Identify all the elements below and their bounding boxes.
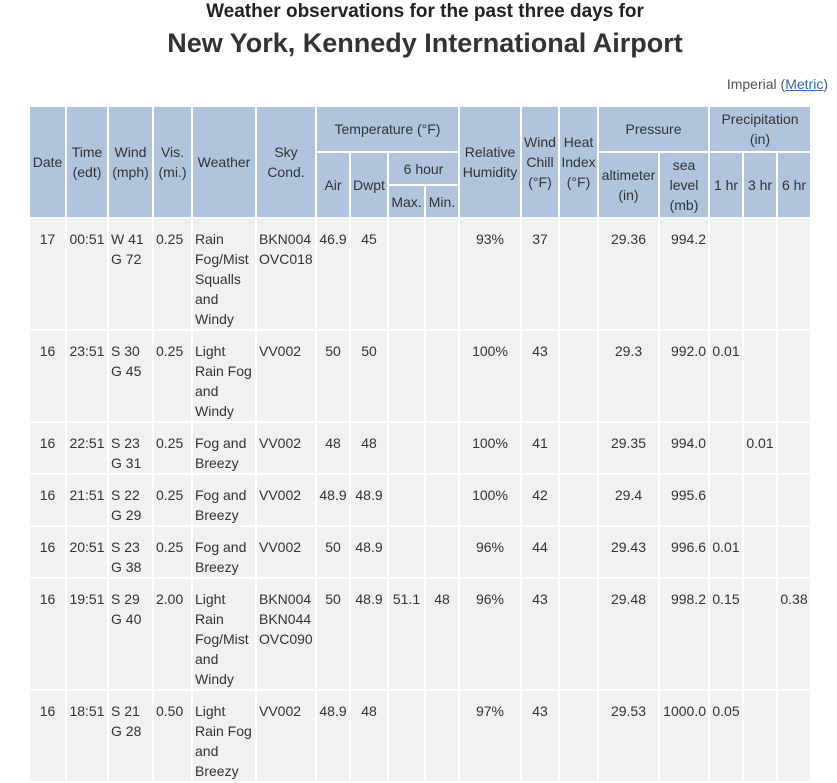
col-temp-max: Max. [389,186,424,217]
col-wind: Wind (mph) [109,107,152,217]
date-cell: 16 [30,691,65,781]
min-cell [426,219,458,329]
sky-cell: BKN004 BKN044 OVC090 [257,579,315,689]
col-temp-min: Min. [426,186,458,217]
weather-cell: Fog and Breezy [193,527,255,577]
precip-1hr-cell [710,219,742,329]
air-cell: 48.9 [317,475,349,525]
visibility-cell: 2.00 [154,579,191,689]
humidity-cell: 97% [460,691,520,781]
date-cell: 16 [30,475,65,525]
precip-6hr-cell [778,691,810,781]
visibility-cell: 0.25 [154,423,191,473]
altimeter-cell: 29.48 [599,579,658,689]
col-precip-6hr: 6 hr [778,153,810,217]
time-cell: 23:51 [67,331,107,421]
min-cell [426,423,458,473]
col-wind-chill: Wind Chill (°F) [522,107,558,217]
altimeter-cell: 29.3 [599,331,658,421]
time-cell: 19:51 [67,579,107,689]
min-cell: 48 [426,579,458,689]
air-cell: 50 [317,527,349,577]
sky-cell: VV002 [257,475,315,525]
wind-cell: S 22 G 29 [109,475,152,525]
table-row [30,331,810,421]
date-cell: 16 [30,579,65,689]
sea-level-cell: 995.6 [660,475,708,525]
altimeter-cell: 29.4 [599,475,658,525]
wind-chill-cell: 41 [522,423,558,473]
dewpoint-cell: 50 [351,331,387,421]
humidity-cell: 96% [460,579,520,689]
precip-6hr-cell [778,423,810,473]
humidity-cell: 100% [460,331,520,421]
date-cell: 16 [30,527,65,577]
heat-index-cell [560,527,597,577]
sky-cell: VV002 [257,691,315,781]
page-subtitle: Weather observations for the past three days for [206,1,644,22]
wind-cell: S 23 G 31 [109,423,152,473]
altimeter-cell: 29.36 [599,219,658,329]
wind-cell: S 21 G 28 [109,691,152,781]
max-cell [389,219,424,329]
precip-1hr-cell: 0.05 [710,691,742,781]
sea-level-cell: 994.2 [660,219,708,329]
precip-3hr-cell [744,331,776,421]
precip-6hr-cell [778,527,810,577]
weather-cell: Fog and Breezy [193,423,255,473]
precip-6hr-cell [778,219,810,329]
col-altimeter: altimeter (in) [599,153,658,217]
col-relative-humidity: Relative Humidity [460,107,520,217]
dewpoint-cell: 48.9 [351,527,387,577]
col-temperature: Temperature (°F) [317,107,458,151]
humidity-cell: 100% [460,423,520,473]
wind-chill-cell: 43 [522,691,558,781]
altimeter-cell: 29.35 [599,423,658,473]
dewpoint-cell: 48.9 [351,579,387,689]
precip-3hr-cell [744,219,776,329]
wind-cell: S 23 G 38 [109,527,152,577]
col-sea-level: sea level (mb) [660,153,708,217]
sea-level-cell: 998.2 [660,579,708,689]
weather-cell: Fog and Breezy [193,475,255,525]
max-cell [389,527,424,577]
max-cell: 51.1 [389,579,424,689]
units-prefix: Imperial ( [726,76,786,92]
sky-cell: VV002 [257,331,315,421]
min-cell [426,331,458,421]
wind-cell: S 29 G 40 [109,579,152,689]
sky-cell: VV002 [257,423,315,473]
col-pressure: Pressure [599,107,708,151]
sea-level-cell: 1000.0 [660,691,708,781]
unit-toggle [727,76,828,92]
col-six-hour: 6 hour [389,153,458,184]
min-cell [426,691,458,781]
date-cell: 16 [30,423,65,473]
metric-link[interactable]: Metric [785,76,824,92]
wind-cell: W 41 G 72 [109,219,152,329]
precip-1hr-cell: 0.01 [710,527,742,577]
precip-6hr-cell [778,475,810,525]
visibility-cell: 0.25 [154,475,191,525]
air-cell: 50 [317,331,349,421]
time-cell: 22:51 [67,423,107,473]
air-cell: 50 [317,579,349,689]
humidity-cell: 96% [460,527,520,577]
weather-cell: Light Rain Fog/Mist and Windy [193,579,255,689]
time-cell: 20:51 [67,527,107,577]
air-cell: 48.9 [317,691,349,781]
humidity-cell: 93% [460,219,520,329]
air-cell: 48 [317,423,349,473]
visibility-cell: 0.25 [154,219,191,329]
precip-1hr-cell [710,423,742,473]
date-cell: 16 [30,331,65,421]
sky-cell: VV002 [257,527,315,577]
dewpoint-cell: 45 [351,219,387,329]
sea-level-cell: 994.0 [660,423,708,473]
heat-index-cell [560,579,597,689]
station-title: New York, Kennedy International Airport [167,28,683,58]
precip-3hr-cell [744,475,776,525]
precip-1hr-cell: 0.01 [710,331,742,421]
wind-cell: S 30 G 45 [109,331,152,421]
table-row [30,579,810,689]
altimeter-cell: 29.43 [599,527,658,577]
col-precipitation: Precipitation (in) [710,107,810,151]
min-cell [426,527,458,577]
col-visibility: Vis. (mi.) [154,107,191,217]
weather-cell: Light Rain Fog and Breezy [193,691,255,781]
max-cell [389,691,424,781]
table-row [30,219,810,329]
dewpoint-cell: 48.9 [351,475,387,525]
table-row [30,527,810,577]
precip-3hr-cell [744,527,776,577]
precip-3hr-cell [744,579,776,689]
wind-chill-cell: 42 [522,475,558,525]
heat-index-cell [560,219,597,329]
altimeter-cell: 29.53 [599,691,658,781]
heat-index-cell [560,331,597,421]
observations-table [28,105,812,783]
precip-6hr-cell: 0.38 [778,579,810,689]
max-cell [389,423,424,473]
date-cell: 17 [30,219,65,329]
units-suffix: ) [823,76,828,92]
weather-cell: Light Rain Fog and Windy [193,331,255,421]
col-heat-index: Heat Index (°F) [560,107,597,217]
max-cell [389,475,424,525]
time-cell: 18:51 [67,691,107,781]
table-row [30,475,810,525]
col-precip-1hr: 1 hr [710,153,742,217]
col-dewpoint: Dwpt [351,153,387,217]
heat-index-cell [560,691,597,781]
table-row [30,423,810,473]
wind-chill-cell: 43 [522,579,558,689]
visibility-cell: 0.50 [154,691,191,781]
visibility-cell: 0.25 [154,331,191,421]
air-cell: 46.9 [317,219,349,329]
humidity-cell: 100% [460,475,520,525]
col-time: Time (edt) [67,107,107,217]
wind-chill-cell: 37 [522,219,558,329]
time-cell: 21:51 [67,475,107,525]
heat-index-cell [560,423,597,473]
precip-1hr-cell: 0.15 [710,579,742,689]
dewpoint-cell: 48 [351,423,387,473]
col-precip-3hr: 3 hr [744,153,776,217]
table-row [30,691,810,781]
precip-3hr-cell [744,691,776,781]
col-air: Air [317,153,349,217]
sea-level-cell: 996.6 [660,527,708,577]
precip-3hr-cell: 0.01 [744,423,776,473]
col-date: Date [30,107,65,217]
col-weather: Weather [193,107,255,217]
time-cell: 00:51 [67,219,107,329]
sea-level-cell: 992.0 [660,331,708,421]
visibility-cell: 0.25 [154,527,191,577]
dewpoint-cell: 48 [351,691,387,781]
wind-chill-cell: 43 [522,331,558,421]
col-sky-condition: Sky Cond. [257,107,315,217]
max-cell [389,331,424,421]
wind-chill-cell: 44 [522,527,558,577]
sky-cell: BKN004 OVC018 [257,219,315,329]
heat-index-cell [560,475,597,525]
min-cell [426,475,458,525]
precip-6hr-cell [778,331,810,421]
weather-cell: Rain Fog/Mist Squalls and Windy [193,219,255,329]
precip-1hr-cell [710,475,742,525]
